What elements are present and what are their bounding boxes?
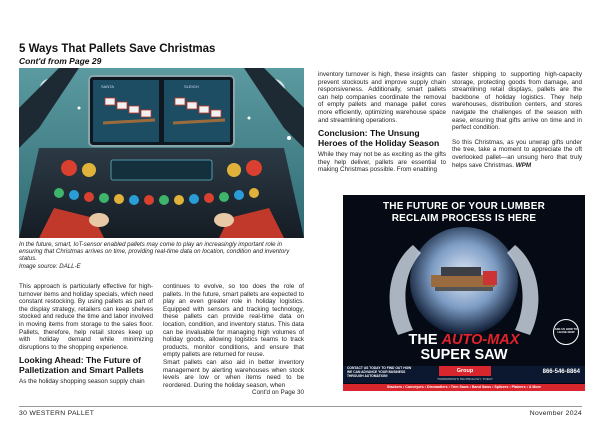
footer-divider [19,406,582,407]
article-title: 5 Ways That Pallets Save Christmas [19,43,216,55]
column-2 [163,283,304,397]
closing-text: So this Christmas, as you unwrap gifts under the tree, take a moment to appreciate the oft overlooked pallet—an unsung hero that truly helps save Christmas. [452,138,582,169]
ad-tagline: TOMORROW'S TECHNOLOGY, TODAY [437,377,493,381]
footer-page-publication: 30 WESTERN PALLET [19,410,95,417]
product-list: Stackers • Conveyors • Dismantlers • Trim Saws • Band Saws • Splicers • Plainers • & More [343,384,585,391]
paragraph: While they may not be as exciting as the gifts they help deliver, pallets are essential to making Christmas possible. From enabling [318,151,446,174]
continued-from: Cont'd from Page 29 [19,56,102,66]
paragraph: This approach is particularly effective for high-turnover items and holiday specials, which need constant restocking. By using pallets as part of the display strategy, retailers can keep shelves stocked and reduce the time and labor involved in moving items from storage to the sales floor. Pallets, therefore, help retail stores keep up with holiday demand while minimizing disruptions to the shopping experience. [19,283,153,351]
paragraph: Smart pallets can also aid in better inventory management by alerting warehouses when stock levels are low or when items need to be reordered. During the holiday season, when [163,358,304,389]
ad-title-prefix: THE [408,332,438,348]
screen-left-label: SANTA [101,84,115,89]
paragraph: faster shipping to supporting high-capacity storage, protecting goods from damage, and streamlining retail displays, pallets are the backbone of holiday logistics. They help warehouses, distribution centers, and stores navigate the challenges of the season with ease, ensuring that gifts arrive on time and in perfect condition. [452,71,582,132]
ad-contact-text: CONTACT US TODAY TO FIND OUT HOW WE CAN ADVANCE YOUR BUSINESS THROUGH AUTOMATION! [347,366,412,378]
paragraph: As the holiday shopping season supply chain [19,378,145,386]
ad-title [343,333,585,348]
column-3 [318,71,446,174]
column-1 [19,283,153,386]
ad-title-line2: SUPER SAW [420,347,508,363]
phone-number[interactable]: 866-546-8864 [542,369,580,375]
section-heading-conclusion: Conclusion: The Unsung Heroes of the Holiday Season [318,128,440,149]
lease-badge: ASK US HOW TO LEASE NOW [553,319,579,345]
article-illustration [19,68,304,238]
ad-headline [343,201,585,224]
paragraph-closing [452,139,582,169]
screen-right-label: SLEIGH [184,84,199,89]
signature: WPM [515,161,532,169]
figure-caption [19,241,304,270]
caption-text: In the future, smart, IoT-sensor enabled pallets may come to play an increasingly important role in ensuring that Christmas arrives on time, providing real-time data on location, condition and inventory status. [19,241,290,263]
ad-headline-2: RECLAIM PROCESS IS HERE [391,212,537,224]
footer-date: November 2024 [529,410,582,417]
continued-on: Cont'd on Page 30 [252,389,304,397]
ad-title-accent: AUTO-MAX [441,332,520,348]
column-4 [452,71,582,169]
section-heading-future: Looking Ahead: The Future of Palletization and Smart Pallets [19,355,144,376]
ad-headline-1: THE FUTURE OF YOUR LUMBER [382,201,546,212]
paragraph: continues to evolve, so too does the role of pallets. In the future, smart pallets are expected to play an even greater role in holiday logistics. Equipped with sensors and tracking technology, these pallets can provide real-time data on location, condition, and inventory status. This data can be invaluable for managing high volumes of holiday goods, allowing logistics teams to track products, monitor conditions, and ensure that empty pallets are returned for reuse. [163,283,304,359]
company-logo: Group [439,366,491,376]
sleigh-cockpit-illustration [19,68,304,238]
advertisement[interactable] [343,195,585,391]
image-source: Image source: DALL-E [19,262,81,270]
paragraph: inventory turnover is high, these insights can prevent stockouts and improve supply chain responsiveness. Additionally, smart pallets can help companies coordinate the removal of empty pallets and manage pallet cores more efficiently, optimizing warehouse space and streamlining operations. [318,71,446,124]
